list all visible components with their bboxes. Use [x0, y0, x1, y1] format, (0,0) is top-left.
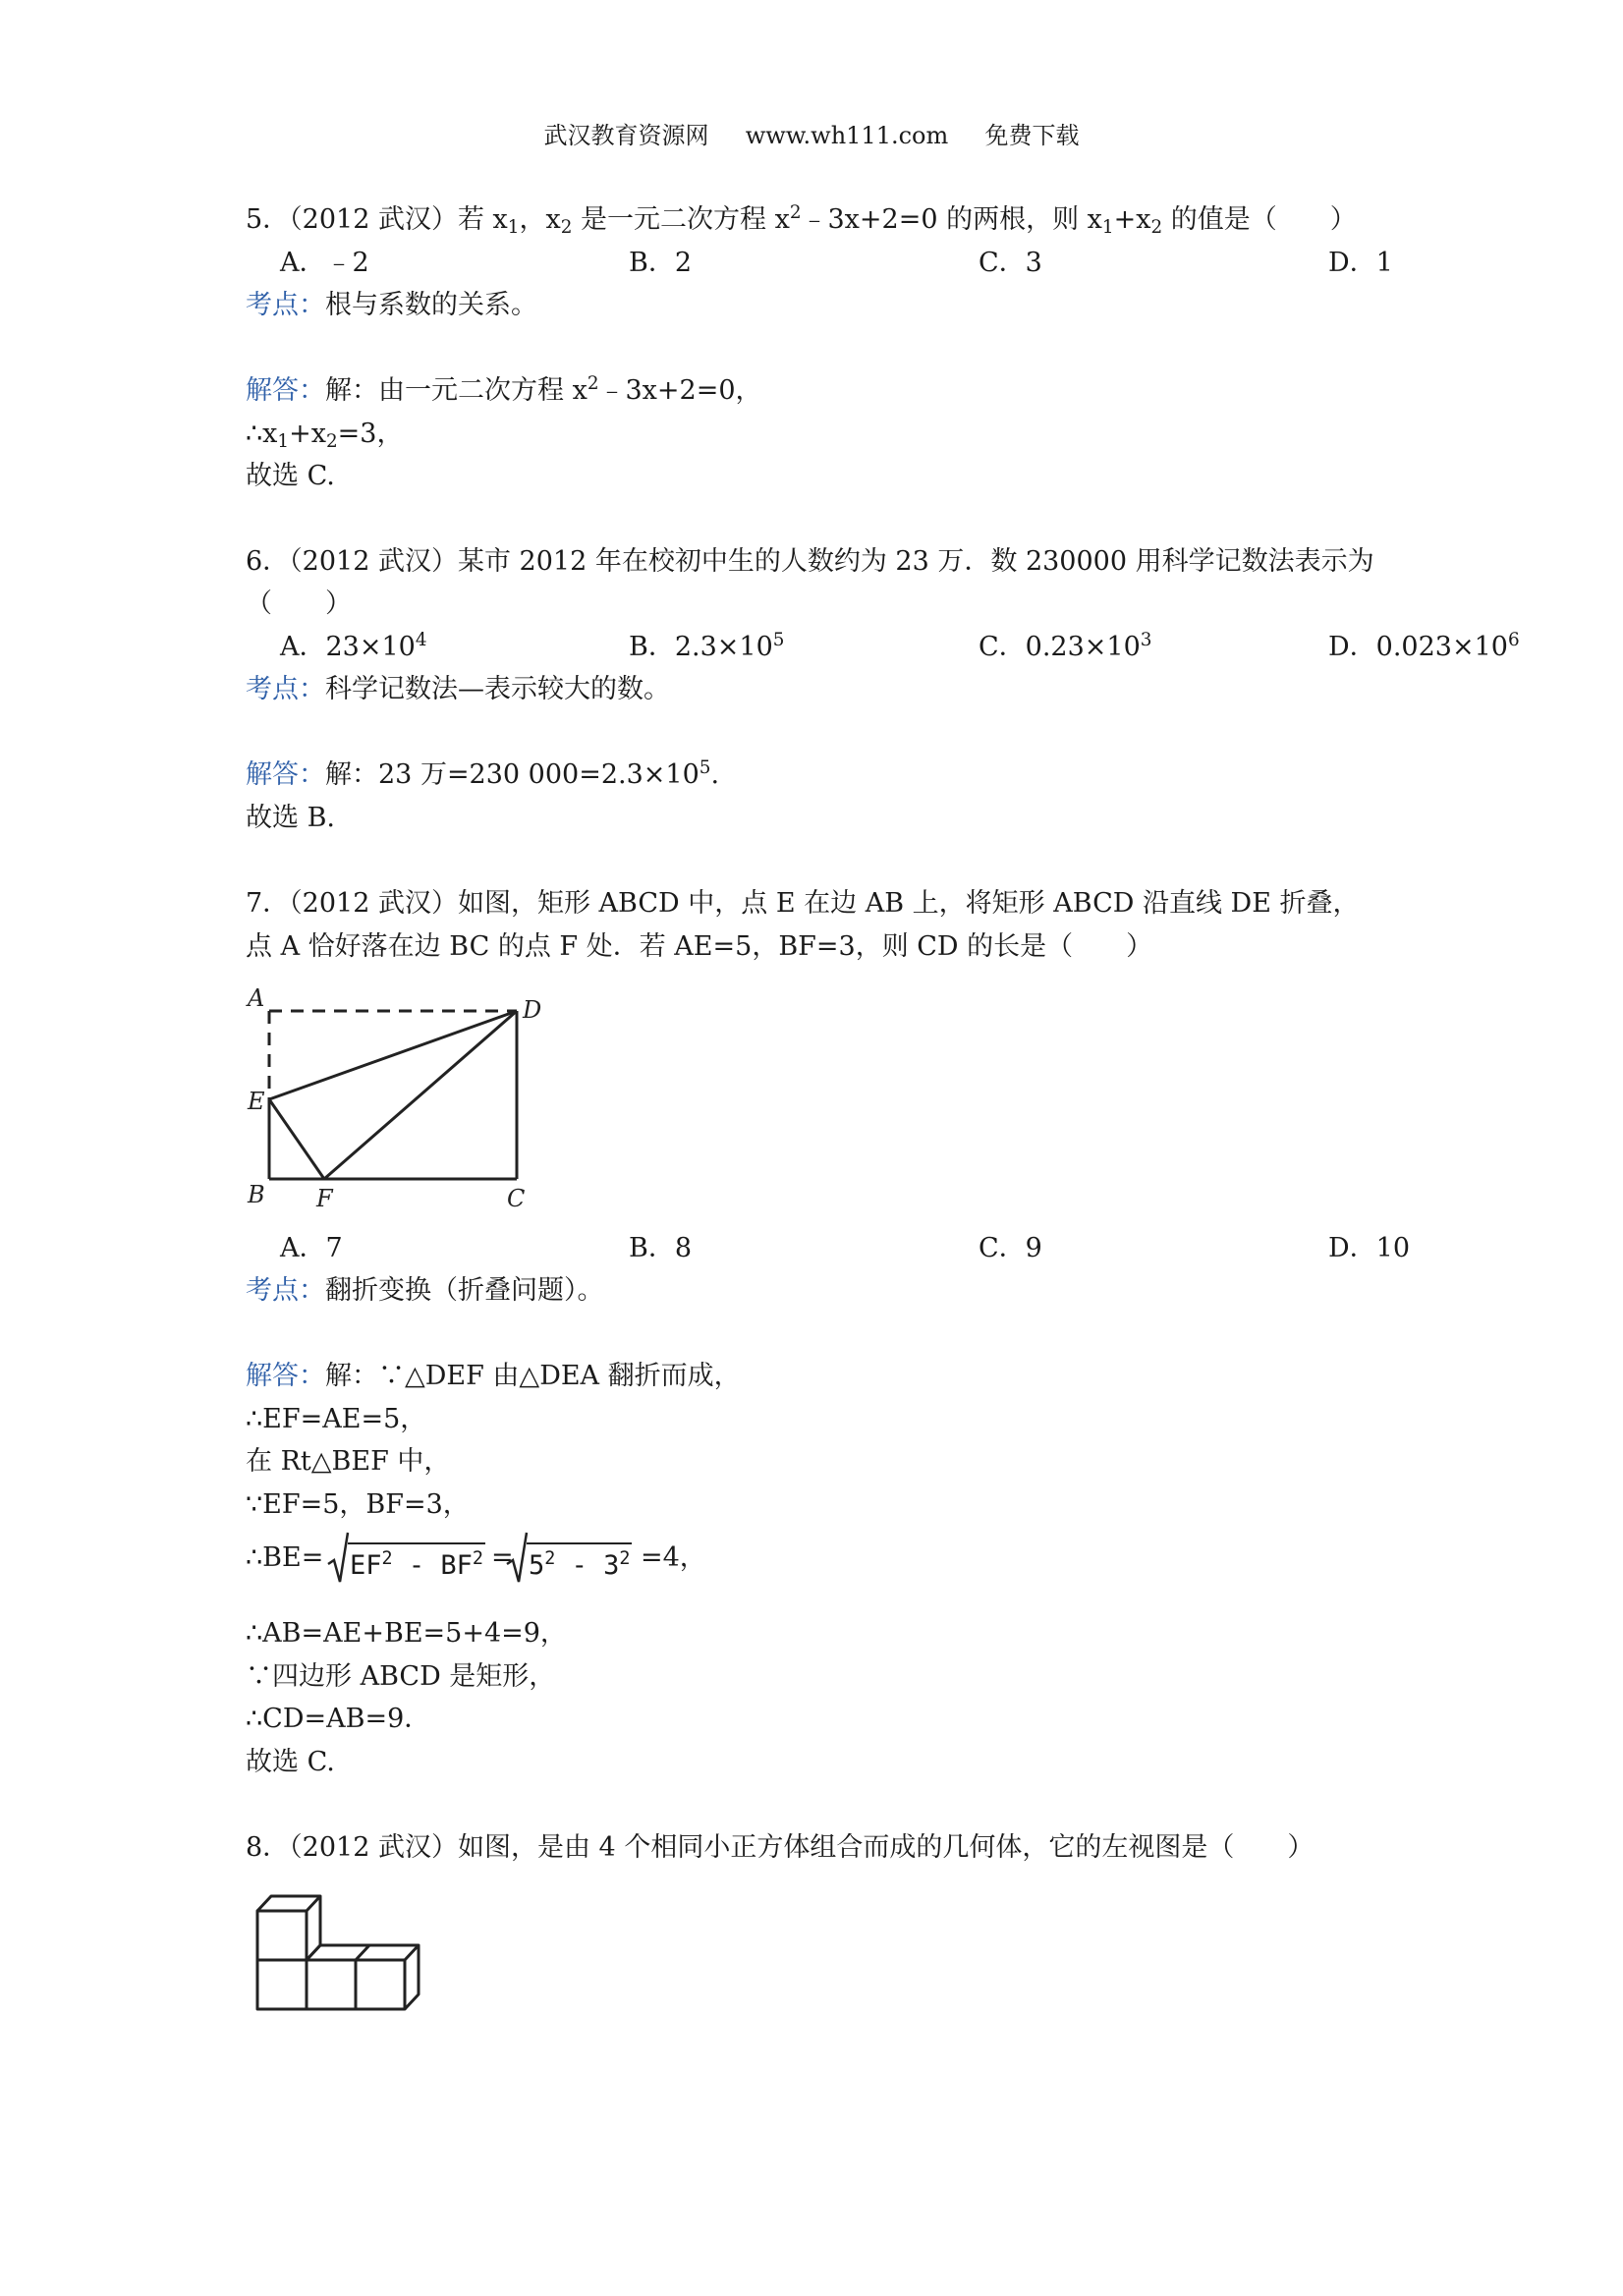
kaodian-label: 考点： — [246, 1275, 325, 1306]
q7-jieda: 解答：解：∵△DEF 由△DEA 翻折而成， — [246, 1361, 741, 1391]
sqrt-result: =4， — [641, 1542, 706, 1573]
label-c: C — [507, 1185, 526, 1212]
q6-stem: 6．（2012 武汉）某市 2012 年在校初中生的人数约为 23 万．数 230000 用科学记数法表示为 — [246, 546, 1374, 577]
radicand-2: $5^2 - 3^2$ — [527, 1542, 632, 1584]
header-url[interactable]: www.wh111.com — [745, 122, 949, 149]
q6-stem-2: （ ） — [246, 588, 352, 619]
q5-option-c: C．3 — [979, 248, 1042, 278]
q5-solution-line-2: $\therefore x_1+x_2=3$， — [246, 419, 404, 453]
sqrt-equals: = — [491, 1542, 514, 1573]
q5-jieda: 解答：解：由一元二次方程 $x^2﹣3x+2=0$， — [246, 372, 762, 406]
label-e: E — [248, 1088, 265, 1115]
header-tagline: 免费下载 — [984, 122, 1080, 149]
q8-cube-figure — [248, 1881, 444, 2029]
page-header — [0, 116, 1623, 150]
q8-stem: 8．（2012 武汉）如图，是由 4 个相同小正方体组合而成的几何体，它的左视图是（ ） — [246, 1832, 1315, 1863]
q7-option-c: C．9 — [979, 1233, 1042, 1263]
q7-option-d: D．10 — [1328, 1233, 1411, 1263]
q6-solution-line-2: 故选 B. — [246, 803, 336, 833]
q7-figure — [236, 980, 560, 1216]
q7-option-a: A．7 — [280, 1233, 343, 1263]
label-f: F — [316, 1185, 333, 1212]
jieda-label: 解答： — [246, 1361, 325, 1391]
q5-solution-line-3: 故选 C. — [246, 461, 335, 491]
segment-ef — [269, 1099, 324, 1179]
q6-kaodian: 考点：科学记数法—表示较大的数。 — [246, 674, 670, 704]
q7-solution-line-9: 故选 C. — [246, 1747, 335, 1777]
label-a: A — [248, 984, 265, 1012]
q5-stem: 5．（2012 武汉）若 $x_1$，$x_2$ 是一元二次方程 $x^2﹣3x+2=0$ 的两根，则 $x_1+x_2$ 的值是（ ） — [246, 201, 1357, 239]
radicand-1: $EF^2 - BF^2$ — [348, 1542, 485, 1584]
label-b: B — [248, 1181, 265, 1208]
q7-stem: 7．（2012 武汉）如图，矩形 ABCD 中，点 E 在边 AB 上，将矩形 ABCD 沿直线 DE 折叠， — [246, 888, 1360, 919]
header-site: 武汉教育资源网 — [543, 122, 709, 149]
q5-option-d: D．1 — [1328, 248, 1393, 278]
sqrt-sign-2 — [507, 1531, 527, 1586]
segment-fd — [324, 1011, 517, 1179]
q7-solution-line-8: ∴CD=AB=9． — [246, 1704, 431, 1734]
q7-option-b: B．8 — [629, 1233, 693, 1263]
q6-option-b: B．$2.3\times 10^5$ — [629, 629, 785, 662]
segment-ed — [269, 1011, 517, 1099]
label-d: D — [523, 996, 542, 1024]
sqrt-sign-1 — [328, 1531, 348, 1586]
kaodian-label: 考点： — [246, 674, 325, 704]
kaodian-label: 考点： — [246, 290, 325, 320]
q7-solution-line-2: ∴EF=AE=5， — [246, 1404, 427, 1434]
q7-solution-line-6: ∴AB=AE+BE=5+4=9， — [246, 1618, 567, 1649]
q7-solution-line-3: 在 Rt△BEF 中， — [246, 1446, 451, 1477]
jieda-label: 解答： — [246, 375, 325, 406]
q7-kaodian: 考点：翻折变换（折叠问题）。 — [246, 1275, 604, 1306]
q5-kaodian: 考点：根与系数的关系。 — [246, 290, 537, 320]
q6-option-d: D．$0.023\times 10^6$ — [1328, 629, 1520, 662]
q6-jieda: 解答：解：23 万=230 $000=2.3\times 10^5$. — [246, 756, 720, 790]
q6-option-c: C．$0.23\times 10^3$ — [979, 629, 1152, 662]
q7-stem-2: 点 A 恰好落在边 BC 的点 F 处．若 AE=5，BF=3，则 CD 的长是（ ） — [246, 931, 1153, 962]
q5-option-a: A．﹣2 — [280, 248, 369, 278]
q7-solution-line-4: ∵EF=5，BF=3， — [246, 1489, 470, 1520]
q7-solution-line-5: ∴BE= — [246, 1542, 324, 1573]
q6-option-a: A．$23\times 10^4$ — [280, 629, 427, 662]
jieda-label: 解答： — [246, 759, 325, 790]
q7-solution-line-7: ∵四边形 ABCD 是矩形， — [246, 1661, 556, 1692]
q5-option-b: B．2 — [629, 248, 693, 278]
